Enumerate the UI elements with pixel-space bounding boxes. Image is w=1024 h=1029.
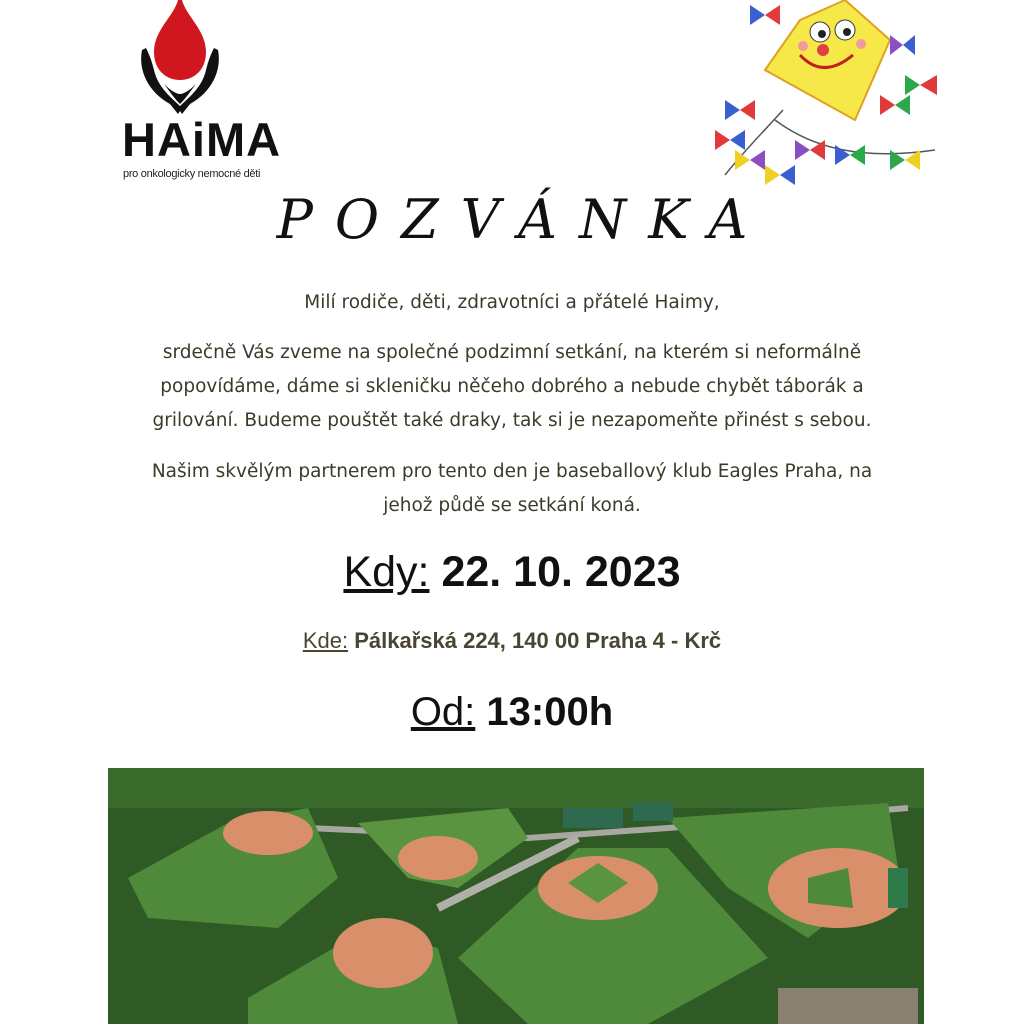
greeting: Milí rodiče, děti, zdravotníci a přátelé Haimy,: [304, 292, 720, 313]
date-value: 22. 10. 2023: [441, 548, 681, 596]
paragraph-line: popovídáme, dáme si skleničku něčeho dobrého a nebude chybět táborák a: [160, 376, 864, 397]
date-label: Kdy:: [343, 548, 430, 596]
haima-logo: [118, 0, 282, 185]
paragraph-line: jehož půdě se setkání koná.: [383, 495, 641, 516]
baseball-fields-photo: [108, 768, 924, 1024]
time-label: Od:: [410, 690, 476, 734]
partner-paragraph: [0, 455, 1024, 523]
invitation-paragraph: [0, 336, 1024, 438]
location-label: Kde:: [302, 628, 349, 653]
logo-tagline: pro onkologicky nemocné děti: [123, 168, 261, 180]
event-date: [0, 548, 1024, 597]
paragraph-line: srdečně Vás zveme na společné podzimní setkání, na kterém si neformálně: [162, 342, 862, 363]
time-value: 13:00h: [486, 690, 614, 734]
event-time: [0, 690, 1024, 735]
paragraph-line: Našim skvělým partnerem pro tento den je baseballový klub Eagles Praha, na: [151, 461, 873, 482]
location-value: Pálkařská 224, 140 00 Praha 4 - Krč: [354, 628, 722, 653]
event-location: [0, 628, 1024, 654]
kite-illustration: [705, 0, 950, 185]
blood-drop-hands-icon: [118, 0, 258, 118]
logo-wordmark: HAiMA: [122, 113, 282, 166]
paragraph-line: grilování. Budeme pouštět také draky, tak si je nezapomeňte přinést s sebou.: [152, 410, 872, 431]
invitation-title: POZVÁNKA: [276, 188, 770, 251]
